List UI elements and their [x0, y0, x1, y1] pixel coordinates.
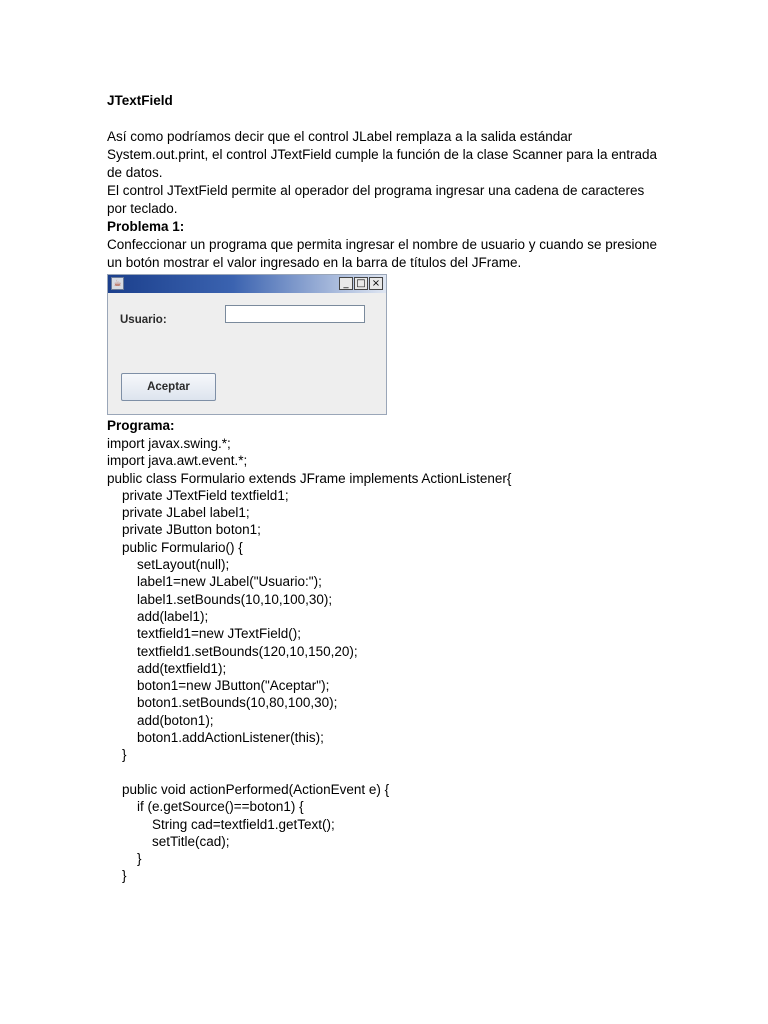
code-line: public Formulario() {	[107, 539, 243, 555]
code-line: import javax.swing.*;	[107, 436, 231, 451]
code-line: String cad=textfield1.getText();	[107, 816, 335, 832]
code-line: private JTextField textfield1;	[107, 487, 289, 503]
intro-paragraph-1: Así como podríamos decir que el control JLabel remplaza a la salida estándar System.out.print, el control JTextField cumple la función de la clase Scanner para la entrada de datos.	[107, 129, 658, 180]
spacer	[107, 110, 667, 128]
code-line: add(textfield1);	[107, 660, 227, 676]
problem-text: Confeccionar un programa que permita ingresar el nombre de usuario y cuando se presione un botón mostrar el valor ingresado en la barra de títulos del JFrame.	[107, 237, 658, 270]
code-line: }	[107, 868, 127, 884]
code-line: boton1.addActionListener(this);	[107, 730, 324, 746]
code-block	[107, 435, 667, 885]
code-line: public void actionPerformed(ActionEvent e) {	[107, 781, 390, 797]
code-line	[107, 764, 667, 781]
intro-paragraph-2: El control JTextField permite al operador del programa ingresar una cadena de caracteres por teclado.	[107, 183, 645, 216]
code-line: label1=new JLabel("Usuario:");	[107, 574, 322, 590]
java-cup-icon: ☕	[111, 277, 124, 290]
code-line: }	[107, 747, 127, 763]
code-line: add(boton1);	[107, 712, 214, 728]
problem-heading: Problema 1:	[107, 219, 185, 234]
usuario-textfield[interactable]	[225, 305, 365, 323]
document-page	[107, 92, 667, 885]
minimize-icon[interactable]: _	[339, 277, 353, 290]
page-title: JTextField	[107, 93, 173, 108]
code-line: setLayout(null);	[107, 557, 230, 573]
program-heading: Programa:	[107, 418, 175, 433]
code-line: textfield1.setBounds(120,10,150,20);	[107, 643, 358, 659]
code-line: private JLabel label1;	[107, 505, 250, 521]
code-line: private JButton boton1;	[107, 522, 261, 538]
code-line: add(label1);	[107, 608, 209, 624]
code-line: boton1.setBounds(10,80,100,30);	[107, 695, 338, 711]
code-line: if (e.getSource()==boton1) {	[107, 799, 304, 815]
usuario-label: Usuario:	[120, 314, 167, 326]
window-controls	[339, 277, 383, 290]
code-line: textfield1=new JTextField();	[107, 626, 301, 642]
jframe-screenshot	[107, 274, 387, 415]
code-line: label1.setBounds(10,10,100,30);	[107, 591, 333, 607]
code-line: import java.awt.event.*;	[107, 453, 248, 469]
window-titlebar	[108, 275, 386, 293]
code-line: public class Formulario extends JFrame implements ActionListener{	[107, 470, 512, 486]
aceptar-button[interactable]: Aceptar	[121, 373, 216, 401]
code-line: }	[107, 851, 142, 867]
code-line: setTitle(cad);	[107, 833, 230, 849]
maximize-icon[interactable]: □	[354, 277, 368, 290]
close-icon[interactable]: ×	[369, 277, 383, 290]
code-line: boton1=new JButton("Aceptar");	[107, 678, 330, 694]
